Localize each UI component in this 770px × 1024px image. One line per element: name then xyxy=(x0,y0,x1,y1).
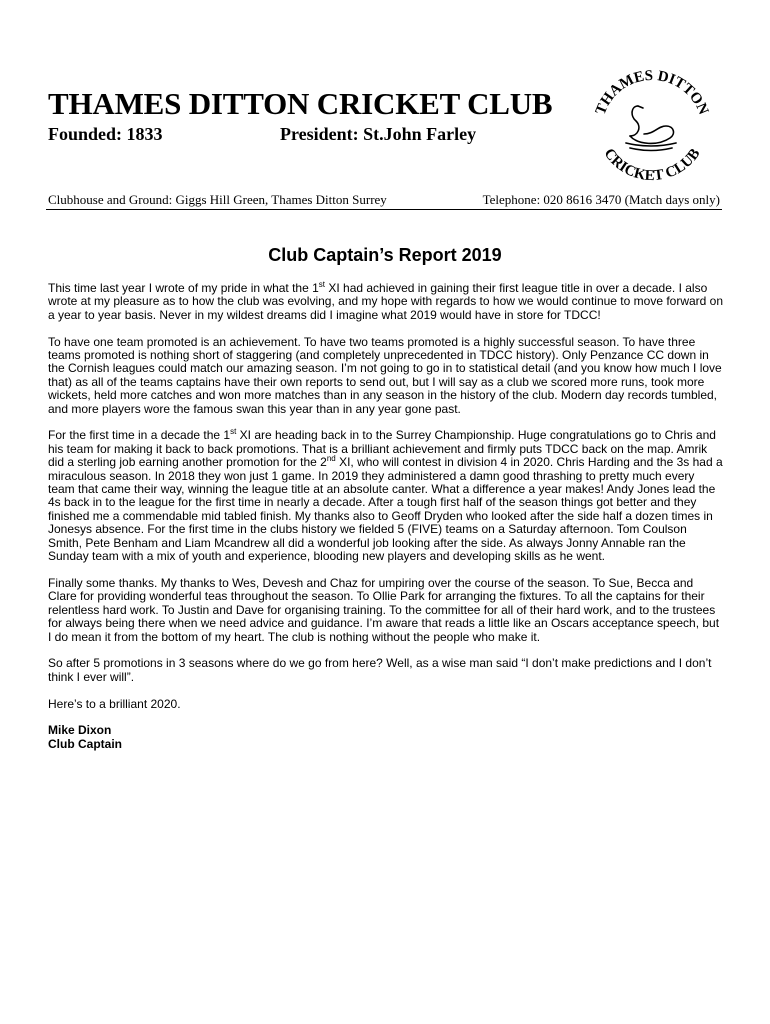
signature-role: Club Captain xyxy=(48,736,122,751)
telephone-number: Telephone: 020 8616 3470 (Match days only) xyxy=(482,192,720,207)
logo-bottom-text: CRICKET CLUB xyxy=(600,145,704,185)
logo-top-text: THAMES DITTON xyxy=(592,67,712,118)
contact-info xyxy=(48,192,720,208)
svg-text:THAMES DITTON xyxy=(593,68,712,117)
paragraph-future: So after 5 promotions in 3 seasons where do we go from here? Well, as a wise man said “I don’t make predictions and I don’t think I ever will”. xyxy=(48,656,712,684)
club-logo xyxy=(586,64,716,186)
club-president: President: St.John Farley xyxy=(280,124,477,144)
report-body xyxy=(48,282,724,751)
signature-name: Mike Dixon xyxy=(48,723,112,738)
founded-year: Founded: 1833 xyxy=(48,124,163,144)
report-title: Club Captain’s Report 2019 xyxy=(268,245,502,265)
club-name: THAMES DITTON CRICKET CLUB xyxy=(48,86,553,121)
paragraph-promotions: To have one team promoted is an achievement. To have two teams promoted is a highly successful season. To have three teams promoted is nothing short of staggering (and completely unprecedented in TDCC history). Only Penzance CC down in the Cornish leagues could match our amazing season. I’m not going to go in to statistical detail (and you know how much I love that) as all of the teams captains have their own reports to send out, but I will say as a club we scored more runs, took more wickets, held more catches and won more matches than in any season in the history of the club. Modern day records tumbled, and more players wore the famous swan this year than in any year gone past. xyxy=(48,334,722,416)
svg-text:CRICKET CLUB xyxy=(601,146,704,184)
swan-icon xyxy=(626,106,676,151)
header-divider xyxy=(46,209,722,210)
clubhouse-address: Clubhouse and Ground: Giggs Hill Green, Thames Ditton Surrey xyxy=(48,192,387,207)
paragraph-closing: Here’s to a brilliant 2020. xyxy=(48,696,181,711)
paragraph-thanks: Finally some thanks. My thanks to Wes, Devesh and Chaz for umpiring over the course of the season. To Sue, Becca and Clare for providing wonderful teas throughout the season. To Ollie Park for arranging the fixtures. To all the captains for their relentless hard work. To Justin and Dave for organising training. To the committee for all of their hard work, and to the trustees for always being there when we need advice and guidance. I’m aware that reads a little like an Oscars acceptance speech, but I do mean it from the bottom of my heart. The club is nothing without the people who make it. xyxy=(48,575,720,644)
paragraph-intro: This time last year I wrote of my pride in what the 1st XI had achieved in gaining their first league title in over a decade. I also wrote at my pleasure as to how the club was evolving, and my hope with regards to how we would continue to move forward on a year to year basis. Never in my wildest dreams did I imagine what 2019 would have in store for TDCC! xyxy=(48,280,724,322)
paragraph-teams: For the first time in a decade the 1st XI are heading back in to the Surrey Championship. Huge congratulations go to Chris and his team for making it back to back promotions. That is a brilliant achievement and firmly puts TDCC back on the map. Amrik did a sterling job earning another promotion for the 2nd XI, who will contest in division 4 in 2020. Chris Harding and the 3s had a miraculous season. In 2018 they won just 1 game. In 2019 they administered a damn good thrashing to pretty much every team that came their way, winning the league title at an absolute canter. What a difference a year makes! Andy Jones lead the 4s back in to the league for the first time in nearly a decade. After a tough first half of the season things got better and they finished me a commendable mid tabled finish. My thanks also to Geoff Dryden who looked after the side half a dozen times in Jonesys absence. For the first time in the clubs history we fielded 5 (FIVE) teams on a Saturday afternoon. Tom Coulson Smith, Pete Benham and Liam Mcandrew all did a wonderful job looking after the side. As always Jonny Annable ran the Sunday team with a mix of youth and experience, blooding new players and developing skills as he went. xyxy=(48,427,723,564)
